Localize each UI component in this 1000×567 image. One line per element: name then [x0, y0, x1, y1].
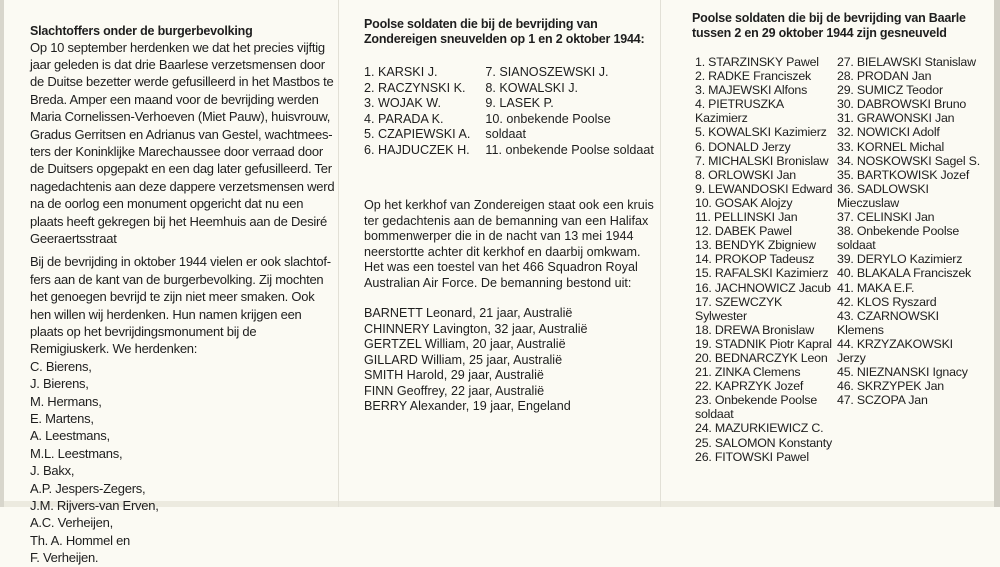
list-item: A. Leestmans,	[30, 428, 110, 444]
list-item: 28. PRODAN Jan	[837, 69, 932, 84]
list-item: 25. SALOMON Konstanty	[695, 435, 832, 450]
list-item: J. Bakx,	[30, 463, 75, 479]
list-item: 14. PROKOP Tadeusz	[695, 252, 815, 267]
list-item: 47. SCZOPA Jan	[837, 393, 928, 408]
list-item: 9. LASEK P.	[485, 96, 554, 110]
list-item: 11. PELLINSKI Jan	[695, 210, 798, 225]
list-item: 10. onbekende Poolse soldaat	[485, 111, 611, 141]
list-item: 2. RADKE Franciszek	[695, 69, 812, 84]
list-item: 46. SKRZYPEK Jan	[837, 379, 944, 394]
list-item: 15. RAFALSKI Kazimierz	[695, 266, 829, 281]
panel1-title: Slachtoffers onder de burgerbevolking	[30, 24, 253, 38]
list-item: C. Bierens,	[30, 358, 92, 374]
list-item: BERRY Alexander, 19 jaar, Engeland	[364, 399, 571, 413]
list-item: 29. SUMICZ Teodor	[837, 83, 943, 98]
zondereigen-list-col1	[364, 65, 485, 158]
list-item: 11. onbekende Poolse soldaat	[485, 142, 654, 157]
panel1-paragraph1: Op 10 september herdenken we dat het precies vijftig jaar geleden is dat drie Baarlese verzetsmensen door de Duitse bezetter werde gefusilleerd in het Mastbos te Breda. Amper een maand voor de bevrijding werden Maria Cornelissen-Verhoeven (Miet Pauw), huisvrouw, Gradus Gerritsen en Adrianus van Gestel, wachtmees-ters der Koninklijke Marechaussee door verraad door de Duitsers opgepakt en een dag later gefusilleerd. Ter nagedachtenis aan deze dappere verzetsmensen werd na de oorlog een monument opgericht dat nu een plaats heeft gekregen bij het Heemhuis aan de Desiré Geeraertsstraat	[30, 39, 335, 246]
list-item: J. Bierens,	[30, 376, 89, 392]
list-item: 1. KARSKI J.	[364, 65, 438, 79]
list-item: 33. KORNEL Michal	[837, 139, 945, 154]
list-item: 21. ZINKA Clemens	[695, 365, 801, 380]
halifax-crew-list	[364, 306, 654, 415]
list-item: A.C. Verheijen,	[30, 515, 113, 531]
zondereigen-list-col2	[485, 65, 654, 158]
list-item: Th. A. Hommel en	[30, 532, 131, 548]
panel2-title: Poolse soldaten die bij de bevrijding van Zondereigen sneuvelden op 1 en 2 oktober 1944:	[364, 17, 645, 46]
list-item: E. Martens,	[30, 411, 94, 427]
list-item: 37. CELINSKI Jan	[837, 210, 935, 225]
baarle-list-col2	[834, 55, 984, 464]
list-item: 34. NOSKOWSKI Sagel S.	[837, 153, 980, 168]
list-item: 45. NIEZNANSKI Ignacy	[837, 365, 968, 380]
list-item: 6. DONALD Jerzy	[695, 139, 791, 154]
list-item: GILLARD William, 25 jaar, Australië	[364, 352, 563, 367]
list-item: 35. BARTKOWISK Jozef	[837, 167, 970, 182]
list-item: 5. KOWALSKI Kazimierz	[695, 125, 827, 140]
list-item: 41. MAKA E.F.	[837, 280, 915, 295]
list-item: 6. HAJDUCZEK H.	[364, 142, 470, 157]
list-item: 3. WOJAK W.	[364, 96, 441, 110]
list-item: 42. KLOS Ryszard	[837, 294, 937, 309]
list-item: 30. DABROWSKI Bruno	[837, 97, 967, 112]
list-item: 8. KOWALSKI J.	[485, 80, 579, 95]
list-item: FINN Geoffrey, 22 jaar, Australië	[364, 383, 545, 398]
list-item: 17. SZEWCZYK Sylwester	[695, 294, 783, 323]
list-item: 7. MICHALSKI Bronislaw	[695, 153, 829, 168]
list-item: 26. FITOWSKI Pawel	[695, 449, 809, 464]
list-item: 18. DREWA Bronislaw	[695, 322, 814, 337]
list-item: 4. PARADA K.	[364, 111, 444, 126]
panel3-title: Poolse soldaten die bij de bevrijding van Baarle tussen 2 en 29 oktober 1944 zijn gesneuveld	[692, 11, 966, 40]
list-item: A.P. Jespers-Zegers,	[30, 480, 146, 496]
list-item: 19. STADNIK Piotr Kapral	[695, 336, 832, 351]
list-item: 27. BIELAWSKI Stanislaw	[837, 55, 976, 69]
list-item: 22. KAPRZYK Jozef	[695, 379, 804, 394]
list-item: 9. LEWANDOSKI Edward	[695, 181, 833, 196]
list-item: J.M. Rijvers-van Erven,	[30, 498, 159, 514]
list-item: 38. Onbekende Poolse soldaat	[837, 224, 960, 253]
panel2-paragraph: Op het kerkhof van Zondereigen staat ook een kruis ter gedachtenis aan de bemanning van een Halifax bommenwerper die in de nacht van 13 mei 1944 neerstortte achter dit kerkhof en daarbij omkwam. Het was een toestel van het 466 Squadron Royal Australian Air Force. De bemanning bestond uit:	[364, 198, 654, 290]
list-item: 39. DERYLO Kazimierz	[837, 252, 963, 267]
list-item: 32. NOWICKI Adolf	[837, 125, 940, 140]
list-item: 24. MAZURKIEWICZ C.	[695, 421, 824, 436]
list-item: 4. PIETRUSZKA Kazimierz	[695, 97, 784, 126]
list-item: 43. CZARNOWSKI Klemens	[837, 308, 939, 337]
list-item: 31. GRAWONSKI Jan	[837, 111, 955, 126]
list-item: 12. DABEK Pawel	[695, 224, 792, 239]
list-item: 7. SIANOSZEWSKI J.	[485, 65, 609, 79]
list-item: 20. BEDNARCZYK Leon	[695, 350, 828, 365]
list-item: 1. STARZINSKY Pawel	[695, 55, 819, 69]
list-item: 3. MAJEWSKI Alfons	[695, 83, 808, 98]
list-item: 44. KRZYZAKOWSKI Jerzy	[837, 336, 953, 365]
list-item: 2. RACZYNSKI K.	[364, 80, 466, 95]
list-item: GERTZEL William, 20 jaar, Australië	[364, 337, 566, 351]
list-item: 10. GOSAK Alojzy	[695, 195, 793, 210]
list-item: 8. ORLOWSKI Jan	[695, 167, 796, 182]
list-item: 36. SADLOWSKI Mieczuslaw	[837, 181, 929, 210]
list-item: 16. JACHNOWICZ Jacub	[695, 280, 831, 295]
list-item: F. Verheijen.	[30, 550, 99, 566]
list-item: M.L. Leestmans,	[30, 445, 123, 461]
list-item: 5. CZAPIEWSKI A.	[364, 127, 471, 141]
list-item: 13. BENDYK Zbigniew	[695, 238, 816, 253]
panel-zondereigen	[338, 0, 660, 507]
baarle-list-col1	[692, 55, 834, 464]
civilian-names-list	[30, 358, 336, 567]
list-item: 40. BLAKALA Franciszek	[837, 266, 972, 281]
list-item: SMITH Harold, 29 jaar, Australië	[364, 368, 544, 382]
list-item: BARNETT Leonard, 21 jaar, Australië	[364, 306, 573, 320]
list-item: CHINNERY Lavington, 32 jaar, Australië	[364, 321, 588, 336]
panel-baarle	[660, 0, 1000, 507]
panel-civilian-victims	[0, 0, 338, 566]
panel1-paragraph2: Bij de bevrijding in oktober 1944 vielen er ook slachtof-fers aan de kant van de burgerbevolking. Zij mochten het genoegen bevrijd te zijn niet meer smaken. Ook hen willen wij herdenken. Hun namen krijgen een plaats op het bevrijdingsmonument bij de Remigiuskerk. We herdenken:	[30, 254, 331, 357]
list-item: M. Hermans,	[30, 393, 102, 409]
list-item: 23. Onbekende Poolse soldaat	[695, 393, 818, 422]
